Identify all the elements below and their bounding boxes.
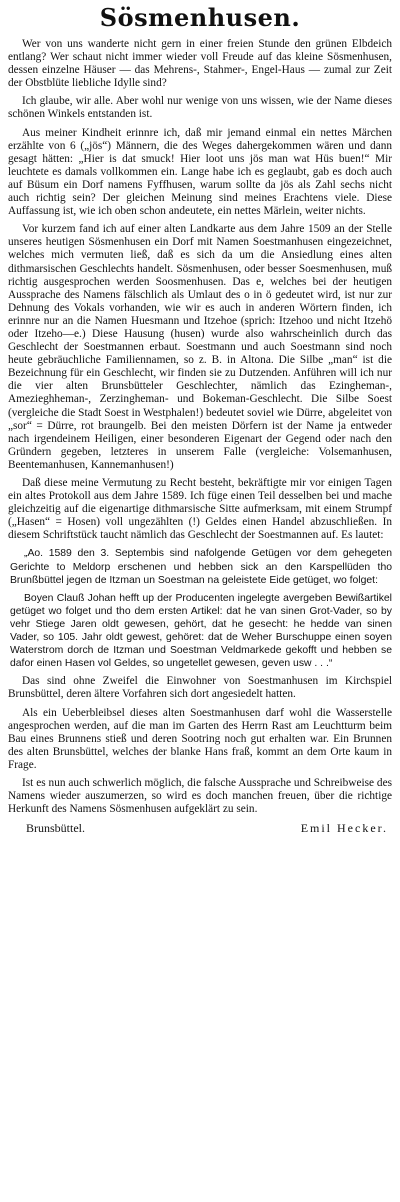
author-name: Emil Hecker. [300, 821, 388, 836]
paragraph: Aus meiner Kindheit erinnre ich, daß mir jemand einmal ein nettes Märchen erzählte von 6 („jös“) Männern, die des Weges dahergekommen wären und dann gesagt hätten: „Hier is dat smuck! Hier loot uns jös man wat Hüs buen!“ Mir leuchtete es damals vollkommen ein. Lange habe ich es geglaubt, gab es doch auch auf Büsum ein Dorf namens Fyffhusen, warum sollte da jös als Zahl sechs nicht auch richtig sein? Der gleichen Meinung sind meines Erachtens viele. Diese Auffassung ist, wie ich oben schon andeutete, ein nettes Märlein, weiter nichts. [8, 126, 392, 218]
paragraph: Ist es nun auch schwerlich möglich, die falsche Aussprache und Schreibweise des Namens wieder auszumerzen, so wird es doch manchen freuen, über die richtige Herkunft des Namens Sösmenhusen aufgeklärt zu sein. [8, 776, 392, 816]
paragraph: Das sind ohne Zweifel die Einwohner von Soestmanhusen im Kirchspiel Brunsbüttel, deren ältere Vorfahren sich dort angesiedelt hatten. [8, 675, 392, 701]
paragraph: Daß diese meine Vermutung zu Recht besteht, bekräftigte mir vor einigen Tagen ein altes Protokoll aus dem Jahre 1589. Ich füge einen Teil desselben bei und mache gleichzeitig auf die eigenartige dithmarsische Sitte aufmerksam, mit einem Strumpf („Hasen“ = Hosen) voll ungezählten (!) Geldes einen Handel abzuschließen. In diesem Schriftstück taucht nämlich das Geschlecht der Soestmannen auf. Es lautet: [8, 477, 392, 542]
signoff [8, 821, 392, 835]
article-body [8, 38, 392, 816]
place-name: Brunsbüttel. [26, 821, 85, 836]
quoted-protocol: „Ao. 1589 den 3. Septembis sind nafolgende Getügen vor dem gehegeten Gerichte to Meldorp erschenen und hebben sick an den Karspellüden tho Brunßbüttel jegen de Itzman un Soestman na geleistete Eide getüget, wo folget: [10, 548, 392, 586]
quoted-protocol: Boyen Clauß Johan hefft up der Producenten ingelegte avergeben Bewißartikel getüget wo folget und tho dem ersten Artikel: dat he van sinen Grot-Vader, so by vehr Stiege Jaren oldt gewesen, gehört, dat he gesecht: he hedde van sinen Vader, so 105. Jahr oldt gewest, gehöret: dat de Weher Burschuppe einen soyen Waterstrom dorch de Itzman und Soestman Veldmarkede gekofft und hebben se dafor einen Hasen vol Geldes, so ungetellet gewesen, geven usw . . .“ [10, 592, 392, 670]
paragraph: Vor kurzem fand ich auf einer alten Landkarte aus dem Jahre 1509 an der Stelle unseres heutigen Sösmenhusen ein Dorf mit Namen Soestmanhusen eingezeichnet, welches mich vermuten ließ, daß es sich da um die Ansiedlung eines alten dithmarsischen Geschlechts handelt. Sösmenhusen, oder besser Soesmenhusen, muß richtig ausgesprochen werden Soosmenhusen. Das e, welches bei der heutigen Aussprache des Namens fälschlich als Umlaut des o in ö gedeutet wird, ist nur zur Dehnung des Vokals vorhanden, wie wir es auch in anderen Wörtern finden, ich erinnre nur an die Namen Huesmann und Itzehoe (sprich: Itzehoo und nicht Itzehö oder Itzeho—e.) Diese Hausung (husen) wurde also wahrscheinlich durch das Geschlecht der Soestmannen erbaut. Soestmann und auch Soestmann sind noch heute gebräuchliche Familiennamen, so z. B. in Altona. Die Silbe „man“ ist die Bezeichnung für ein Geschlecht, wir finden sie zu Dutzenden. Anführen will ich nur die vier alten Brunsbütteler Geschlechter, nämlich das Ezingheman-, Amezieghheman-, Zerzingheman- und Bokeman-Geschlecht. Die Silbe Soest (vergleiche die Stadt Soest in Westphalen!) bedeutet soviel wie Dürre, abgeleitet von „sor“ = Dürre, rot braungelb. Bei den meisten Dörfern ist der Name ja entweder nach irgendeinem Heiligen, einer besonderen Eigenart der Gegend oder nach den Gründern gegeben, letzteres in unserem Falle (vergleiche: Volsemanhusen, Beentemanhusen, Kannemanhusen!) [8, 223, 392, 471]
paragraph: Als ein Ueberbleibsel dieses alten Soestmanhusen darf wohl die Wasserstelle angesprochen werden, auf die man im Garten des Herrn Rast am Leuchtturm beim Bau eines Brunnens stieß und deren Sootring noch gut erhalten war. Ein Brunnen des alten Brunsbüttel, welches der blanke Hans fraß, kommt an dem Orte kaum in Frage. [8, 706, 392, 771]
paragraph: Wer von uns wanderte nicht gern in einer freien Stunde den grünen Elbdeich entlang? Wer schaut nicht immer wieder voll Freude auf das kleine Sösmenhusen, dessen einzelne Häuser — das Mehrens-, Stahmer-, Engel-Haus — zumal zur Zeit der Obstblüte liebliche Idylle sind? [8, 38, 392, 90]
article-title: Sösmenhusen. [99, 3, 301, 32]
paragraph: Ich glaube, wir alle. Aber wohl nur wenige von uns wissen, wie der Name dieses schönen Winkels entstanden ist. [8, 95, 392, 121]
